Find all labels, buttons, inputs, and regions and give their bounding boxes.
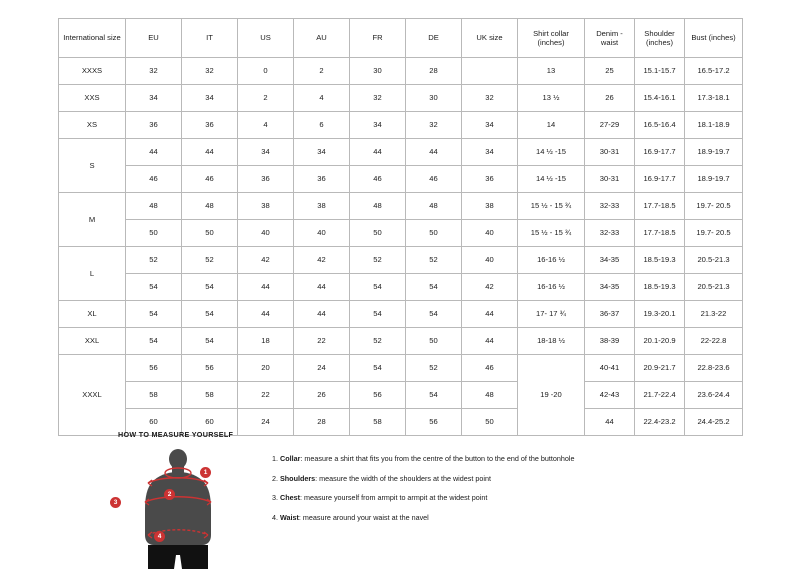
cell-shirt-collar: 15 ½ - 15 ¾ [518,220,585,247]
cell-it: 54 [182,274,238,301]
cell-denim-waist: 26 [585,85,635,112]
cell-us: 44 [238,301,294,328]
cell-us: 34 [238,139,294,166]
list-item [272,455,574,464]
cell-it: 34 [182,85,238,112]
column-header-eu: EU [126,19,182,58]
cell-shirt-collar: 14 ½ -15 [518,139,585,166]
cell-uk: 42 [462,274,518,301]
cell-au: 24 [294,355,350,382]
table-row [59,274,743,301]
cell-shoulder: 16.9-17.7 [635,139,685,166]
table-row [59,382,743,409]
cell-de: 52 [406,247,462,274]
cell-it: 48 [182,193,238,220]
cell-de: 44 [406,139,462,166]
cell-au: 26 [294,382,350,409]
cell-shirt-collar: 13 ½ [518,85,585,112]
cell-denim-waist: 38-39 [585,328,635,355]
column-header-de: DE [406,19,462,58]
column-header-international: International size [59,19,126,58]
torso-diagram [113,447,238,572]
cell-denim-waist: 44 [585,409,635,436]
cell-de: 54 [406,301,462,328]
cell-it: 58 [182,382,238,409]
cell-international-size: XS [59,112,126,139]
cell-shirt-collar: 19 -20 [518,355,585,436]
list-item-label: Collar [280,454,301,463]
column-header-denim-waist: Denim - waist [585,19,635,58]
cell-de: 54 [406,274,462,301]
cell-fr: 54 [350,274,406,301]
cell-uk: 48 [462,382,518,409]
cell-international-size: XXXS [59,58,126,85]
cell-eu: 46 [126,166,182,193]
cell-shoulder: 19.3-20.1 [635,301,685,328]
cell-au: 6 [294,112,350,139]
cell-fr: 48 [350,193,406,220]
cell-uk: 32 [462,85,518,112]
cell-de: 28 [406,58,462,85]
cell-it: 52 [182,247,238,274]
cell-us: 18 [238,328,294,355]
list-item-number: 4. [272,512,280,522]
cell-shoulder: 20.9-21.7 [635,355,685,382]
cell-uk: 38 [462,193,518,220]
column-header-bust: Bust (inches) [685,19,743,58]
cell-eu: 36 [126,112,182,139]
cell-us: 20 [238,355,294,382]
cell-uk: 44 [462,301,518,328]
cell-fr: 54 [350,301,406,328]
cell-denim-waist: 32-33 [585,193,635,220]
cell-shirt-collar: 17- 17 ¾ [518,301,585,328]
cell-fr: 56 [350,382,406,409]
size-chart-table [58,18,743,436]
cell-fr: 52 [350,247,406,274]
list-item-number: 3. [272,493,280,503]
cell-denim-waist: 30-31 [585,139,635,166]
cell-international-size: XXS [59,85,126,112]
cell-au: 42 [294,247,350,274]
cell-eu: 54 [126,301,182,328]
list-item-text: : measure around your waist at the navel [298,512,429,522]
cell-us: 38 [238,193,294,220]
cell-shoulder: 20.1-20.9 [635,328,685,355]
cell-de: 46 [406,166,462,193]
table-row [59,85,743,112]
cell-uk: 50 [462,409,518,436]
measure-instructions-list [272,455,574,534]
cell-eu: 48 [126,193,182,220]
list-item-label: Shoulders [280,473,316,483]
cell-international-size: S [59,139,126,193]
list-item-label: Chest [280,493,300,503]
cell-fr: 34 [350,112,406,139]
table-row [59,139,743,166]
cell-au: 28 [294,409,350,436]
cell-au: 22 [294,328,350,355]
cell-bust: 19.7- 20.5 [685,193,743,220]
table-row [59,220,743,247]
cell-shirt-collar: 14 ½ -15 [518,166,585,193]
column-header-uk: UK size [462,19,518,58]
table-row [59,193,743,220]
column-header-shoulder: Shoulder (inches) [635,19,685,58]
cell-au: 40 [294,220,350,247]
table-body [59,58,743,436]
cell-au: 44 [294,274,350,301]
cell-de: 48 [406,193,462,220]
cell-it: 36 [182,112,238,139]
cell-uk: 34 [462,139,518,166]
cell-us: 4 [238,112,294,139]
cell-shirt-collar: 14 [518,112,585,139]
how-to-measure-title: HOW TO MEASURE YOURSELF [118,430,234,439]
cell-eu: 32 [126,58,182,85]
list-item [272,494,574,503]
cell-uk: 40 [462,220,518,247]
list-item-number: 1. [272,454,280,463]
cell-shoulder: 18.5-19.3 [635,247,685,274]
cell-denim-waist: 40-41 [585,355,635,382]
cell-bust: 20.5-21.3 [685,274,743,301]
cell-it: 54 [182,301,238,328]
cell-shoulder: 16.5-16.4 [635,112,685,139]
cell-shoulder: 16.9-17.7 [635,166,685,193]
cell-it: 50 [182,220,238,247]
cell-eu: 44 [126,139,182,166]
cell-shirt-collar: 13 [518,58,585,85]
badge-2-shoulders: 2 [164,489,175,500]
list-item-text: : measure a shirt that fits you from the centre of the button to the end of the buttonhole [300,454,575,463]
cell-au: 38 [294,193,350,220]
table-header-row [59,19,743,58]
cell-us: 40 [238,220,294,247]
cell-shoulder: 17.7-18.5 [635,220,685,247]
cell-us: 22 [238,382,294,409]
cell-fr: 30 [350,58,406,85]
table-row [59,247,743,274]
cell-bust: 24.4-25.2 [685,409,743,436]
column-header-us: US [238,19,294,58]
column-header-shirt-collar: Shirt collar (inches) [518,19,585,58]
list-item-label: Waist [280,512,299,522]
cell-eu: 54 [126,274,182,301]
cell-international-size: XXL [59,328,126,355]
cell-de: 52 [406,355,462,382]
cell-denim-waist: 42-43 [585,382,635,409]
cell-us: 44 [238,274,294,301]
table-row [59,301,743,328]
badge-4-waist: 4 [154,531,165,542]
cell-bust: 21.3-22 [685,301,743,328]
cell-denim-waist: 25 [585,58,635,85]
cell-bust: 20.5-21.3 [685,247,743,274]
cell-eu: 34 [126,85,182,112]
list-item-text: : measure the width of the shoulders at the widest point [315,473,491,483]
cell-it: 56 [182,355,238,382]
column-header-fr: FR [350,19,406,58]
cell-uk: 46 [462,355,518,382]
list-item [272,475,574,484]
column-header-au: AU [294,19,350,58]
cell-shirt-collar: 18-18 ½ [518,328,585,355]
cell-uk [462,58,518,85]
cell-au: 34 [294,139,350,166]
cell-fr: 32 [350,85,406,112]
cell-eu: 50 [126,220,182,247]
cell-shirt-collar: 16-16 ½ [518,247,585,274]
how-to-measure-section [113,430,738,572]
cell-fr: 50 [350,220,406,247]
list-item [272,514,574,523]
table-row [59,166,743,193]
cell-bust: 19.7- 20.5 [685,220,743,247]
torso-illustration-svg [118,447,238,572]
cell-de: 50 [406,328,462,355]
cell-au: 2 [294,58,350,85]
cell-eu: 54 [126,328,182,355]
cell-de: 56 [406,409,462,436]
cell-denim-waist: 30-31 [585,166,635,193]
cell-it: 60 [182,409,238,436]
cell-shoulder: 18.5-19.3 [635,274,685,301]
cell-international-size: M [59,193,126,247]
cell-de: 32 [406,112,462,139]
badge-3-chest: 3 [110,497,121,508]
cell-de: 30 [406,85,462,112]
cell-eu: 58 [126,382,182,409]
cell-fr: 46 [350,166,406,193]
cell-denim-waist: 36-37 [585,301,635,328]
cell-fr: 44 [350,139,406,166]
cell-au: 4 [294,85,350,112]
cell-denim-waist: 27-29 [585,112,635,139]
cell-shirt-collar: 15 ½ - 15 ¾ [518,193,585,220]
cell-us: 24 [238,409,294,436]
cell-shoulder: 22.4-23.2 [635,409,685,436]
cell-bust: 18.9-19.7 [685,166,743,193]
cell-it: 54 [182,328,238,355]
cell-au: 44 [294,301,350,328]
list-item-number: 2. [272,473,280,483]
cell-au: 36 [294,166,350,193]
cell-fr: 58 [350,409,406,436]
cell-uk: 34 [462,112,518,139]
cell-shirt-collar: 16-16 ½ [518,274,585,301]
cell-eu: 60 [126,409,182,436]
cell-shoulder: 17.7-18.5 [635,193,685,220]
cell-it: 46 [182,166,238,193]
cell-fr: 52 [350,328,406,355]
cell-us: 0 [238,58,294,85]
cell-denim-waist: 34-35 [585,274,635,301]
cell-bust: 16.5-17.2 [685,58,743,85]
cell-bust: 18.1-18.9 [685,112,743,139]
cell-uk: 40 [462,247,518,274]
cell-denim-waist: 32-33 [585,220,635,247]
cell-uk: 44 [462,328,518,355]
cell-bust: 23.6-24.4 [685,382,743,409]
cell-bust: 22.8-23.6 [685,355,743,382]
cell-fr: 54 [350,355,406,382]
cell-eu: 52 [126,247,182,274]
cell-shoulder: 21.7-22.4 [635,382,685,409]
table-row [59,328,743,355]
cell-uk: 36 [462,166,518,193]
cell-shoulder: 15.4-16.1 [635,85,685,112]
cell-bust: 18.9-19.7 [685,139,743,166]
cell-us: 2 [238,85,294,112]
cell-de: 54 [406,382,462,409]
cell-bust: 22-22.8 [685,328,743,355]
cell-it: 44 [182,139,238,166]
cell-international-size: XXXL [59,355,126,436]
list-item-text: : measure yourself from armpit to armpit at the widest point [299,493,488,503]
cell-denim-waist: 34-35 [585,247,635,274]
cell-eu: 56 [126,355,182,382]
table-row [59,355,743,382]
cell-bust: 17.3-18.1 [685,85,743,112]
cell-us: 36 [238,166,294,193]
cell-us: 42 [238,247,294,274]
cell-international-size: L [59,247,126,301]
cell-shoulder: 15.1-15.7 [635,58,685,85]
cell-de: 50 [406,220,462,247]
column-header-it: IT [182,19,238,58]
cell-international-size: XL [59,301,126,328]
table-row [59,58,743,85]
table-row [59,112,743,139]
cell-it: 32 [182,58,238,85]
badge-1-collar: 1 [200,467,211,478]
